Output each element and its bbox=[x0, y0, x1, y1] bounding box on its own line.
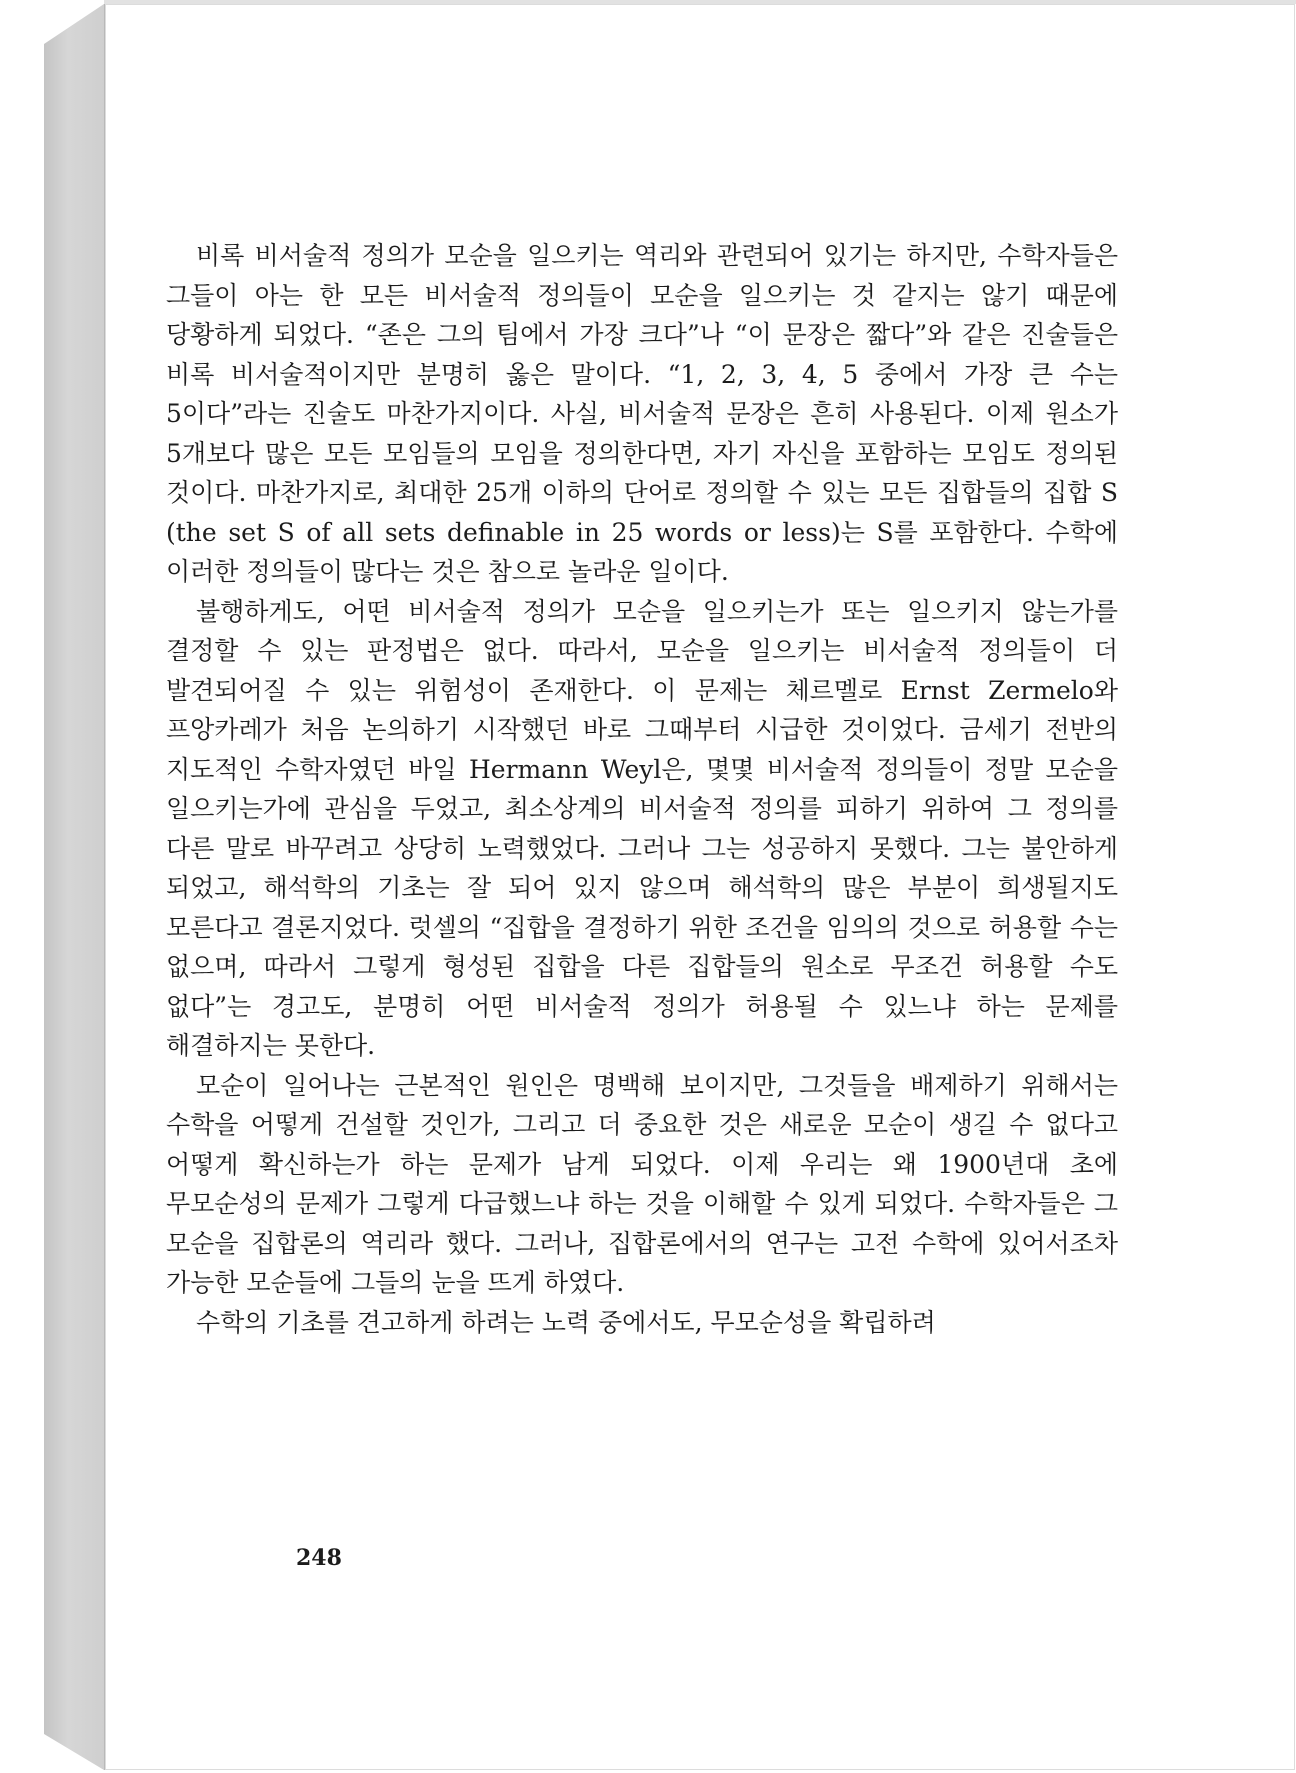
body-text bbox=[166, 236, 1118, 1342]
paragraph-4: 수학의 기초를 견고하게 하려는 노력 중에서도, 무모순성을 확립하려 bbox=[196, 1307, 936, 1337]
paragraph-2: 불행하게도, 어떤 비서술적 정의가 모순을 일으키는가 또는 일으키지 않는가를 결정할 수 있는 판정법은 없다. 따라서, 모순을 일으키는 비서술적 정의들이 더 발견되어질 수 있는 위험성이 존재한다. 이 문제는 체르멜로 Ernst Zermelo와 프앙카레가 처음 논의하기 시작했던 바로 그때부터 시급한 것이었다. 금세기 전반의 지도적인 수학자였던 바일 Hermann Weyl은, 몇몇 비서술적 정의들이 정말 모순을 일으키는가에 관심을 두었고, 최소상계의 비서술적 정의를 피하기 위하여 그 정의를 다른 말로 바꾸려고 상당히 노력했었다. 그러나 그는 성공하지 못했다. 그는 불안하게 되었고, 해석학의 기초는 잘 되어 있지 않으며 해석학의 많은 부분이 희생될지도 모른다고 결론지었다. 럿셀의 “집합을 결정하기 위한 조건을 임의의 것으로 허용할 수는 없으며, 따라서 그렇게 형성된 집합을 다른 집합들의 원소로 무조건 허용할 수도 없다”는 경고도, 분명히 어떤 비서술적 정의가 허용될 수 있느냐 하는 문제를 해결하지는 못한다. bbox=[166, 596, 1118, 1060]
paragraph-3: 모순이 일어나는 근본적인 원인은 명백해 보이지만, 그것들을 배제하기 위해서는 수학을 어떻게 건설할 것인가, 그리고 더 중요한 것은 새로운 모순이 생길 수 없다고 어떻게 확신하는가 하는 문제가 남게 되었다. 이제 우리는 왜 1900년대 초에 무모순성의 문제가 그렇게 다급했느냐 하는 것을 이해할 수 있게 되었다. 수학자들은 그 모순을 집합론의 역리라 했다. 그러나, 집합론에서의 연구는 고전 수학에 있어서조차 가능한 모순들에 그들의 눈을 뜨게 하였다. bbox=[166, 1070, 1118, 1297]
book-spine bbox=[44, 4, 104, 1770]
paragraph-1: 비록 비서술적 정의가 모순을 일으키는 역리와 관련되어 있기는 하지만, 수학자들은 그들이 아는 한 모든 비서술적 정의들이 모순을 일으키는 것 같지는 않기 때문에 당황하게 되었다. “존은 그의 팀에서 가장 크다”나 “이 문장은 짧다”와 같은 진술들은 비록 비서술적이지만 분명히 옳은 말이다. “1, 2, 3, 4, 5 중에서 가장 큰 수는 5이다”라는 진술도 마찬가지이다. 사실, 비서술적 문장은 흔히 사용된다. 이제 원소가 5개보다 많은 모든 모임들의 모임을 정의한다면, 자기 자신을 포함하는 모임도 정의된 것이다. 마찬가지로, 최대한 25개 이하의 단어로 정의할 수 있는 모든 집합들의 집합 S (the set S of all sets definable in 25 words or less)는 S를 포함한다. 수학에 이러한 정의들이 많다는 것은 참으로 놀라운 일이다. bbox=[166, 241, 1118, 586]
page-number: 248 bbox=[296, 1545, 342, 1571]
